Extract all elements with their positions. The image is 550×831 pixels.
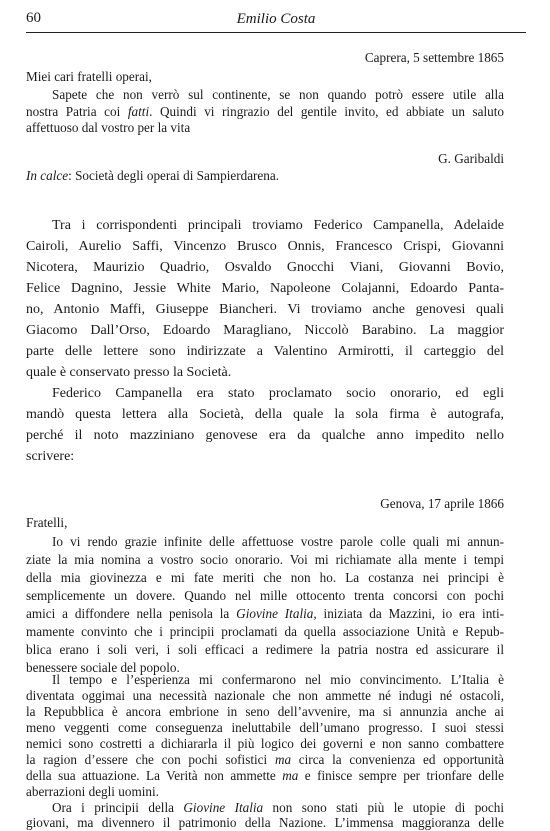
letter2-p1-line-6: mamente convinto che i principii proclamati da quella associazione Unità e Repub- bbox=[26, 624, 504, 639]
letter2-p2-line-5: nemici sono costretti a dichiararla il più logico dei governi e non sanno combattere bbox=[26, 736, 504, 751]
body-line-4: Felice Dagnino, Jessie White Mario, Napoleone Colajanni, Edoardo Panta- bbox=[26, 281, 504, 296]
letter2-p1-line-7: blica erano i soli veri, i soli efficaci a redimere la patria nostra ed assicurare il bbox=[26, 642, 504, 657]
letter2-p2-line-6: la ragion d’essere che con pochi sofistici ma circa la convenienza ed opportunità bbox=[26, 752, 504, 767]
letter1-line-2: nostra Patria coi fatti. Quindi vi ringrazio del gentile invito, ed abbiate un saluto bbox=[26, 104, 505, 119]
letter2-p2-line-2: diventata oggimai una necessità nazionale che non ammette né indugi né ostacoli, bbox=[26, 688, 504, 703]
letter2-p1-line-5: amici a diffondere nella penisola la Giovine Italia, iniziata da Mazzini, io era inti- bbox=[26, 606, 505, 621]
letter1-dateline: Caprera, 5 settembre 1865 bbox=[364, 50, 504, 65]
page-header bbox=[26, 10, 526, 33]
letter2-p1-line-8: benessere sociale del popolo. bbox=[26, 660, 180, 675]
letter2-p2-line-7: della sua attuazione. La Verità non ammette ma e finisce sempre per trionfare delle bbox=[26, 768, 504, 783]
letter1-salutation: Miei cari fratelli operai, bbox=[26, 69, 152, 84]
letter2-dateline: Genova, 17 aprile 1866 bbox=[380, 496, 504, 511]
body-line-11: perché il noto mazziniano genovese era da qualche anno impedito nello bbox=[26, 428, 504, 443]
letter1-signature: G. Garibaldi bbox=[438, 151, 504, 166]
page-number: 60 bbox=[26, 10, 41, 26]
running-head: Emilio Costa bbox=[236, 11, 316, 27]
letter2-p1-line-3: della mia giovinezza e mi fate meriti che non ho. La costanza nei principi è bbox=[26, 570, 504, 585]
letter2-salutation: Fratelli, bbox=[26, 515, 68, 530]
body-line-9: Federico Campanella era stato proclamato socio onorario, ed egli bbox=[52, 386, 504, 401]
letter1-footnote: In calce: Società degli operai di Sampierdarena. bbox=[26, 168, 280, 183]
body-line-12: scrivere: bbox=[26, 449, 75, 464]
body-line-10: mandò questa lettera alla Società, della quale la sola firma è autografa, bbox=[26, 407, 504, 422]
letter2-p2-line-1: Il tempo e l’esperienza mi confermarono nel mio convincimento. L’Italia è bbox=[52, 672, 504, 687]
letter2-p1-line-4: semplicemente un dovere. Quando nel mille ottocento trenta concorsi con pochi bbox=[26, 588, 504, 603]
body-line-6: Giacomo Dall’Orso, Edoardo Maragliano, Niccolò Barabino. La maggior bbox=[26, 323, 504, 338]
letter2-p3-line-2: giovani, ma divennero il patrimonio della Nazione. L’immensa maggioranza delle bbox=[26, 815, 504, 830]
letter2-p2-line-3: la Repubblica è ancora embrione in seno dell’avvenire, ma si annunzia anche ai bbox=[26, 704, 504, 719]
letter1-line-3: affettuoso dal vostro per la vita bbox=[26, 120, 191, 135]
body-line-2: Cairoli, Aurelio Saffi, Vincenzo Brusco Onnis, Francesco Crispi, Giovanni bbox=[26, 239, 504, 254]
body-line-1: Tra i corrispondenti principali troviamo Federico Campanella, Adelaide bbox=[52, 218, 504, 233]
body-line-7: parte delle lettere sono indirizzate a Valentino Armirotti, il carteggio del bbox=[26, 344, 504, 359]
letter1-line-1: Sapete che non verrò sul continente, se non quando potrò essere utile alla bbox=[52, 87, 504, 102]
body-line-8: quale è conservato presso la Società. bbox=[26, 365, 232, 380]
letter2-p1-line-2: ziate la mia nomina a vostro socio onorario. Voi mi richiamate alla mente i tempi bbox=[26, 552, 504, 567]
letter2-p1-line-1: Io vi rendo grazie infinite delle affettuose vostre parole colle quali mi annun- bbox=[52, 534, 504, 549]
body-line-5: no, Antonio Maffi, Giuseppe Biancheri. Vi troviamo anche genovesi quali bbox=[26, 302, 504, 317]
letter2-p2-line-4: meno veggenti come conseguenza ineluttabile dell’umano progresso. I suoi stessi bbox=[26, 720, 504, 735]
body-line-3: Nicotera, Maurizio Quadrio, Osvaldo Gnocchi Viani, Giovanni Bovio, bbox=[26, 260, 504, 275]
letter2-p3-line-1: Ora i principii della Giovine Italia non sono stati più le utopie di pochi bbox=[52, 800, 504, 815]
letter2-p2-line-8: aberrazioni degli uomini. bbox=[26, 784, 159, 799]
